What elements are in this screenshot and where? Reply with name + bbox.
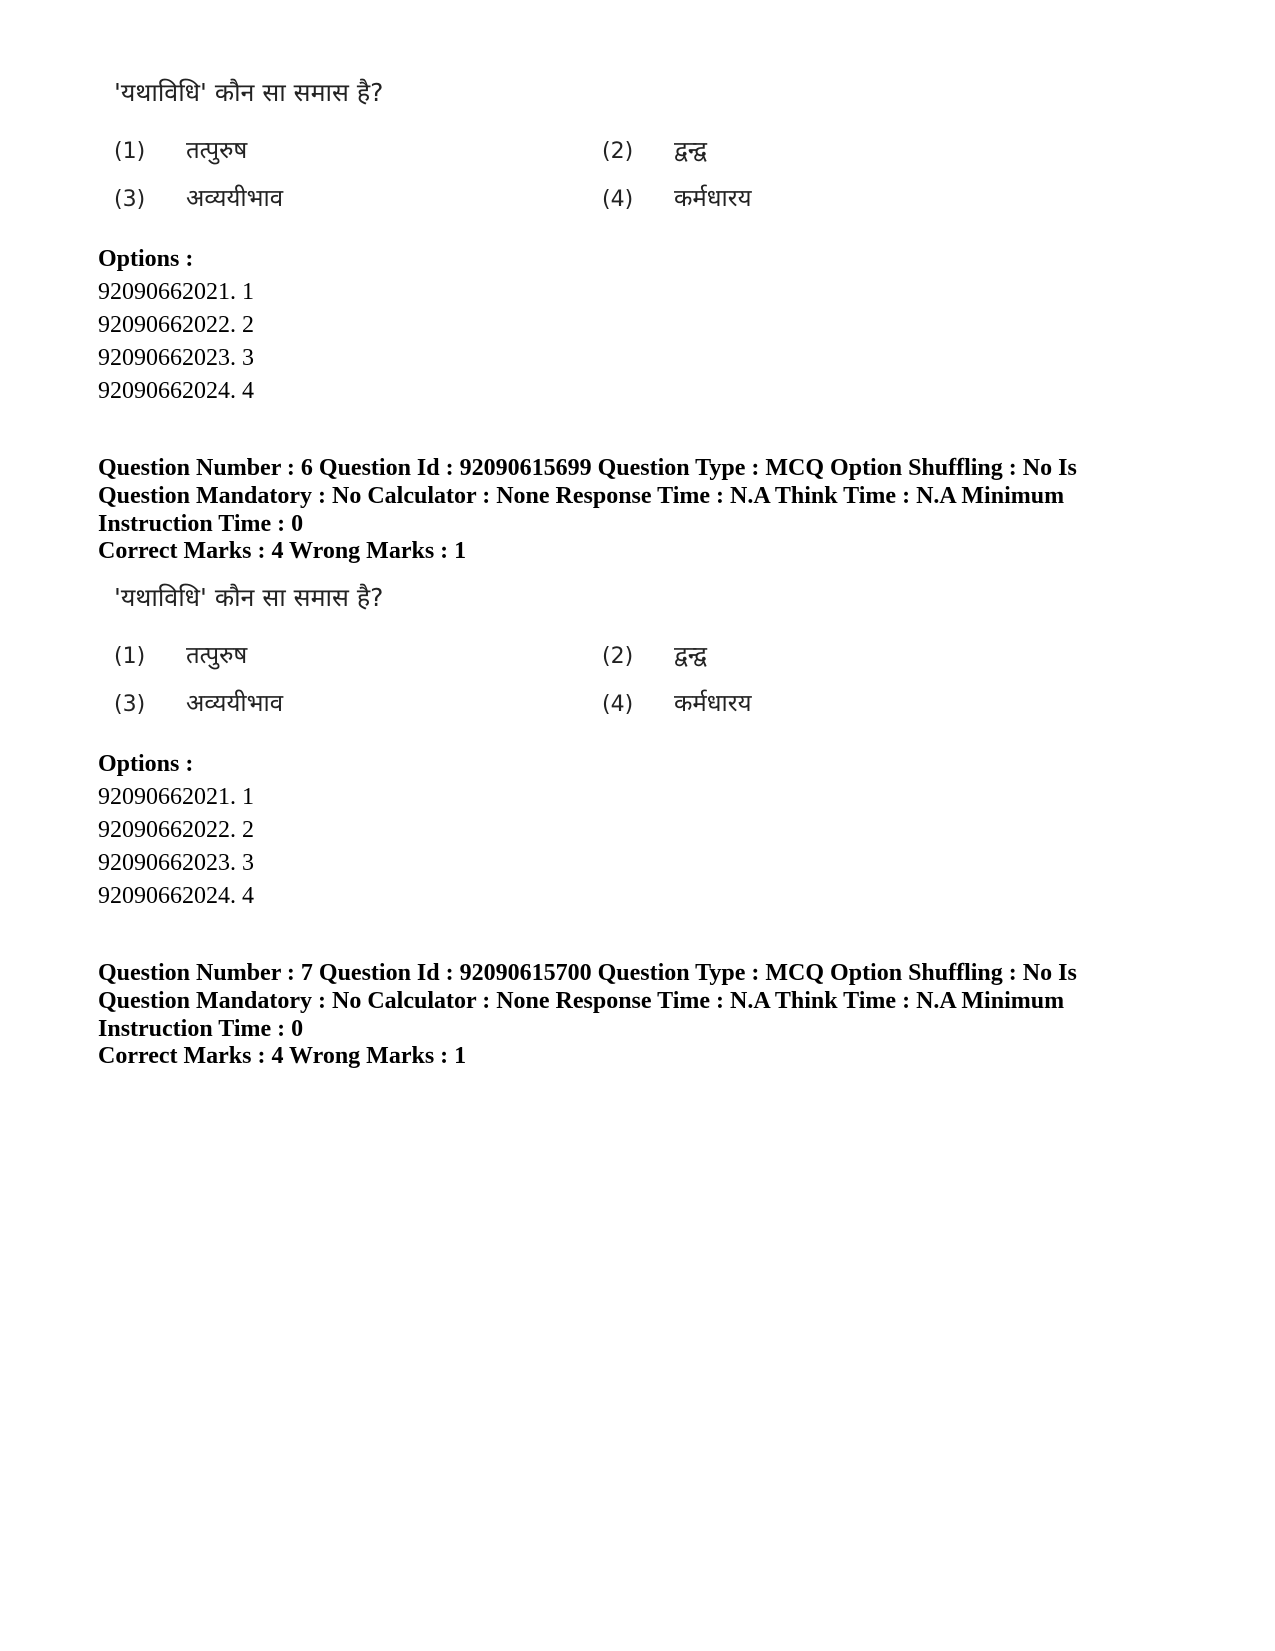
option-id-line: 92090662021. 1 [98,784,254,810]
options-label: Options : [98,246,194,272]
option-number: (2) [602,139,634,164]
option-number: (3) [114,692,146,717]
option-id-line: 92090662022. 2 [98,312,254,338]
option-number: (4) [602,187,634,212]
option-id-line: 92090662024. 4 [98,883,254,909]
marks-line: Correct Marks : 4 Wrong Marks : 1 [98,538,467,564]
option-text: कर्मधारय [674,689,752,717]
option-id-line: 92090662022. 2 [98,817,254,843]
question-stem: 'यथाविधि' कौन सा समास है? [114,78,384,107]
option-text: अव्ययीभाव [186,184,284,212]
option-text: तत्पुरुष [186,136,248,164]
question-option-3 [114,686,283,722]
meta-line-3: Instruction Time : 0 [98,1016,304,1042]
question-meta [98,959,1178,1043]
option-text: द्वन्द्व [674,136,707,164]
meta-line-3: Instruction Time : 0 [98,511,304,537]
option-id-line: 92090662024. 4 [98,378,254,404]
question-option-1 [114,638,247,674]
option-number: (2) [602,644,634,669]
meta-line-2: Question Mandatory : No Calculator : None Response Time : N.A Think Time : N.A Minimum [98,483,1065,509]
question-option-2 [602,638,707,674]
question-option-1 [114,133,247,169]
question-option-4 [602,686,752,722]
option-number: (1) [114,139,146,164]
option-text: द्वन्द्व [674,641,707,669]
option-number: (3) [114,187,146,212]
option-id-line: 92090662021. 1 [98,279,254,305]
options-label: Options : [98,751,194,777]
option-text: अव्ययीभाव [186,689,284,717]
question-stem: 'यथाविधि' कौन सा समास है? [114,583,384,612]
question-image [98,75,818,225]
option-id-line: 92090662023. 3 [98,850,254,876]
option-id-line: 92090662023. 3 [98,345,254,371]
question-meta [98,454,1178,538]
question-option-2 [602,133,707,169]
question-option-3 [114,181,283,217]
option-number: (4) [602,692,634,717]
meta-line-1: Question Number : 6 Question Id : 92090615699 Question Type : MCQ Option Shuffling : No Is [98,455,1077,481]
option-text: तत्पुरुष [186,641,248,669]
question-option-4 [602,181,752,217]
meta-line-2: Question Mandatory : No Calculator : None Response Time : N.A Think Time : N.A Minimum [98,988,1065,1014]
question-image [98,580,818,730]
meta-line-1: Question Number : 7 Question Id : 92090615700 Question Type : MCQ Option Shuffling : No Is [98,960,1077,986]
option-text: कर्मधारय [674,184,752,212]
marks-line: Correct Marks : 4 Wrong Marks : 1 [98,1043,467,1069]
option-number: (1) [114,644,146,669]
